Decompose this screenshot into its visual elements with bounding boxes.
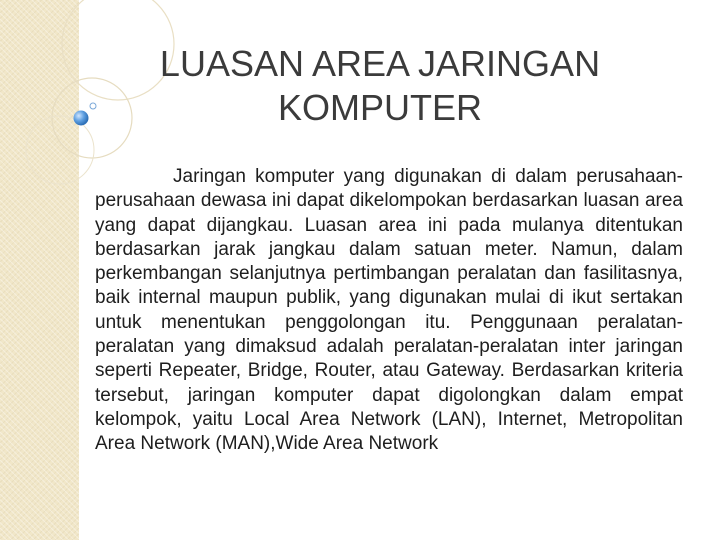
decorative-ring-small — [26, 116, 94, 184]
blue-bubble-icon — [74, 111, 89, 126]
small-bubble-icon — [90, 103, 96, 109]
slide-body-text: Jaringan komputer yang digunakan di dalam perusahaan-perusahaan dewasa ini dapat dikelompokan berdasarkan luasan area yang dapat dijangkau. Luasan area ini pada mulanya ditentukan berdasarkan jarak jangkau dalam satuan meter. Namun, dalam perkembangan selanjutnya pertimbangan peralatan dan fasilitasnya, baik internal maupun publik, yang digunakan mulai di ikut sertakan untuk menentukan penggolongan itu. Penggunaan peralatan-peralatan yang dimaksud adalah peralatan-peralatan inter jaringan seperti Repeater, Bridge, Router, atau Gateway. Berdasarkan kriteria tersebut, jaringan komputer dapat digolongkan dalam empat kelompok, yaitu Local Area Network (LAN), Internet, Metropolitan Area Network (MAN),Wide Area Network — [95, 166, 683, 455]
slide-title: LUASAN AREA JARINGAN KOMPUTER — [159, 43, 601, 128]
